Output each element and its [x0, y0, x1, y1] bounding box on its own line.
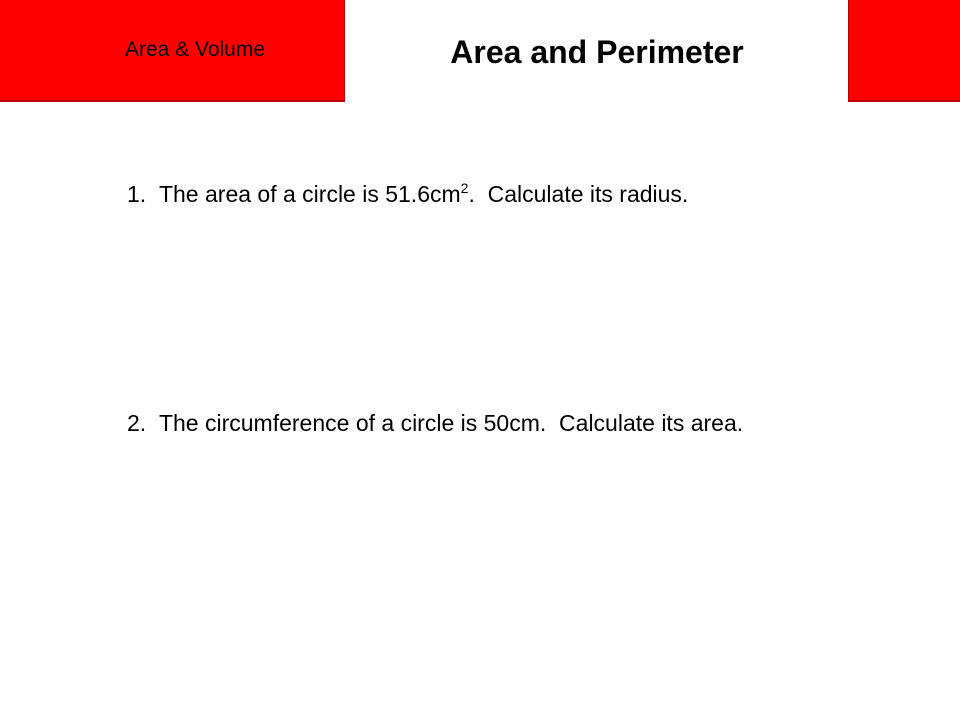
question-2-text: The circumference of a circle is 50cm. Calculate its area.: [158, 410, 744, 436]
topic-label: Area & Volume: [124, 38, 266, 61]
question-2: [127, 412, 743, 435]
question-2-number: 2.: [127, 410, 147, 436]
question-1: [127, 180, 689, 207]
question-1-superscript: 2: [460, 180, 469, 196]
question-1-number: 1.: [127, 181, 147, 207]
question-1-text-end: . Calculate its radius.: [468, 181, 689, 207]
header-red-block-right: [848, 0, 960, 102]
question-1-text: The area of a circle is 51.6cm: [158, 181, 461, 207]
slide-title: Area and Perimeter: [450, 34, 744, 70]
